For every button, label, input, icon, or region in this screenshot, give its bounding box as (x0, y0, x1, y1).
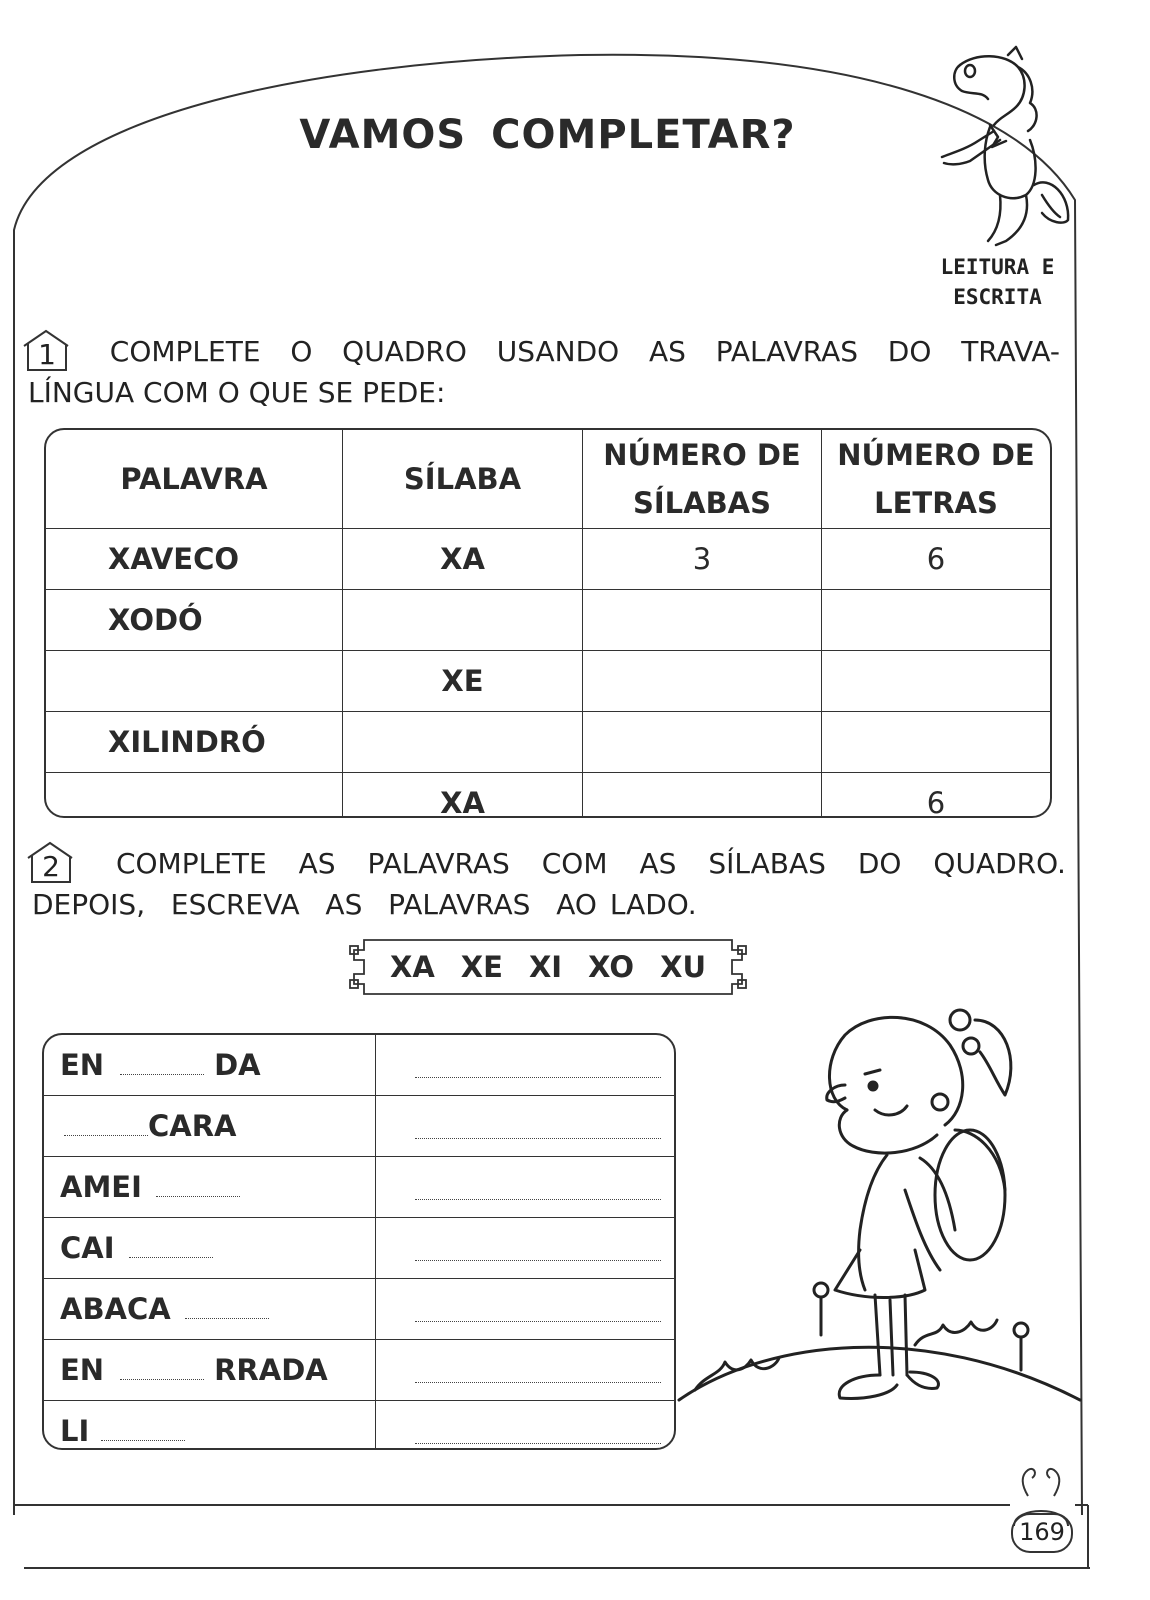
word: PALAVRAS (388, 888, 531, 921)
answer-cell[interactable] (376, 1279, 675, 1340)
cell-syllable-count[interactable] (583, 773, 822, 819)
question-1-line-2: LÍNGUA COM O QUE SE PEDE: (28, 376, 446, 409)
question-2-line-2 (32, 888, 1066, 921)
answer-line[interactable] (415, 1311, 661, 1322)
answer-cell[interactable] (376, 1096, 675, 1157)
leitura-escrita-badge (920, 252, 1075, 312)
table-row (46, 590, 1050, 651)
word: COM (541, 846, 608, 880)
question-number: 1 (38, 338, 56, 371)
word: COMPLETE (109, 334, 261, 368)
badge-line-1: LEITURA E (940, 255, 1055, 279)
blank-line[interactable] (101, 1418, 185, 1441)
answer-line[interactable] (415, 1372, 661, 1383)
syllable-list (340, 936, 756, 998)
cell-syllable[interactable]: XA (343, 773, 583, 819)
word: PALAVRAS (367, 846, 510, 880)
question-2-instruction (24, 840, 1066, 921)
word: AS (298, 846, 336, 880)
question-1-line-1 (20, 328, 1060, 374)
page-number: 169 (1019, 1518, 1065, 1546)
word: USANDO (496, 334, 620, 368)
cell-letter-count[interactable]: 6 (822, 773, 1051, 819)
syllable: XU (660, 950, 707, 984)
word-fill-cell[interactable]: EN RRADA (44, 1340, 376, 1401)
header-numero-letras: NÚMERO DE LETRAS (822, 430, 1051, 529)
table-row (44, 1035, 674, 1096)
table-row (46, 712, 1050, 773)
table-row (46, 773, 1050, 819)
word: AS (325, 888, 363, 921)
answer-cell[interactable] (376, 1401, 675, 1451)
question-2-line-1 (24, 840, 1066, 886)
word: AO LADO. (556, 888, 697, 921)
word: QUADRO (342, 334, 467, 368)
cell-syllable-count[interactable]: 3 (583, 529, 822, 590)
blank-line[interactable] (64, 1113, 148, 1136)
cell-syllable-count[interactable] (583, 590, 822, 651)
cell-word[interactable]: XILINDRÓ (46, 712, 343, 773)
table-header-row (46, 430, 1050, 529)
word: SÍLABAS (708, 846, 826, 880)
complete-words-grid (44, 1035, 674, 1450)
word: O (290, 334, 313, 368)
word-fill-cell[interactable]: CAI (44, 1218, 376, 1279)
question-1-instruction (20, 328, 1060, 409)
question-number-badge (24, 840, 84, 886)
answer-line[interactable] (415, 1433, 661, 1444)
word-fill-cell[interactable]: ABACA (44, 1279, 376, 1340)
cell-letter-count[interactable]: 6 (822, 529, 1051, 590)
word: DO (857, 846, 902, 880)
blank-line[interactable] (185, 1296, 269, 1319)
word-table (44, 428, 1052, 818)
word: DO (887, 334, 932, 368)
cell-letter-count[interactable] (822, 590, 1051, 651)
syllable: XI (528, 950, 563, 984)
word-fill-cell[interactable]: LI (44, 1401, 376, 1451)
cell-syllable-count[interactable] (583, 651, 822, 712)
word: ESCREVA (170, 888, 300, 921)
header-silaba: SÍLABA (343, 430, 583, 529)
answer-line[interactable] (415, 1250, 661, 1261)
word: PALAVRAS (715, 334, 858, 368)
girl-with-backpack-icon (675, 990, 1095, 1450)
horse-mascot-icon (930, 45, 1080, 255)
table-row (44, 1157, 674, 1218)
word-fill-cell[interactable]: CARA (44, 1096, 376, 1157)
cell-syllable-count[interactable] (583, 712, 822, 773)
answer-line[interactable] (415, 1067, 661, 1078)
word-table-grid (46, 430, 1050, 818)
blank-line[interactable] (120, 1052, 204, 1075)
table-row (44, 1218, 674, 1279)
page-title: VAMOS COMPLETAR? (299, 112, 796, 158)
badge-line-2: ESCRITA (953, 285, 1042, 309)
syllable: XO (588, 950, 635, 984)
word-fill-cell[interactable]: AMEI (44, 1157, 376, 1218)
blank-line[interactable] (129, 1235, 213, 1258)
word: COMPLETE (115, 846, 267, 880)
answer-cell[interactable] (376, 1035, 675, 1096)
syllable-box (340, 936, 756, 998)
table-row (44, 1340, 674, 1401)
cell-word[interactable]: XAVECO (46, 529, 343, 590)
answer-cell[interactable] (376, 1157, 675, 1218)
blank-line[interactable] (120, 1357, 204, 1380)
header-palavra: PALAVRA (46, 430, 343, 529)
word: AS (649, 334, 686, 368)
syllable: XA (389, 950, 435, 984)
answer-line[interactable] (415, 1189, 661, 1200)
blank-line[interactable] (156, 1174, 240, 1197)
question-number: 2 (42, 850, 60, 883)
cell-letter-count[interactable] (822, 712, 1051, 773)
complete-words-table (42, 1033, 676, 1450)
table-row (44, 1096, 674, 1157)
cell-word[interactable] (46, 651, 343, 712)
table-row (46, 529, 1050, 590)
header-numero-silabas: NÚMERO DE SÍLABAS (583, 430, 822, 529)
table-row (44, 1401, 674, 1451)
word: AS (639, 846, 677, 880)
cell-letter-count[interactable] (822, 651, 1051, 712)
table-row (44, 1279, 674, 1340)
cell-word[interactable] (46, 773, 343, 819)
word: DEPOIS, (32, 888, 146, 921)
cell-syllable[interactable]: XE (343, 651, 583, 712)
cell-syllable[interactable] (343, 590, 583, 651)
cell-word[interactable]: XODÓ (46, 590, 343, 651)
word: QUADRO. (933, 846, 1066, 880)
cell-syllable[interactable] (343, 712, 583, 773)
table-row (46, 651, 1050, 712)
syllable: XE (460, 950, 503, 984)
word: TRAVA- (961, 334, 1060, 368)
answer-cell[interactable] (376, 1340, 675, 1401)
word-fill-cell[interactable]: EN DA (44, 1035, 376, 1096)
cell-syllable[interactable]: XA (343, 529, 583, 590)
answer-cell[interactable] (376, 1218, 675, 1279)
question-number-badge (20, 328, 80, 374)
answer-line[interactable] (415, 1128, 661, 1139)
